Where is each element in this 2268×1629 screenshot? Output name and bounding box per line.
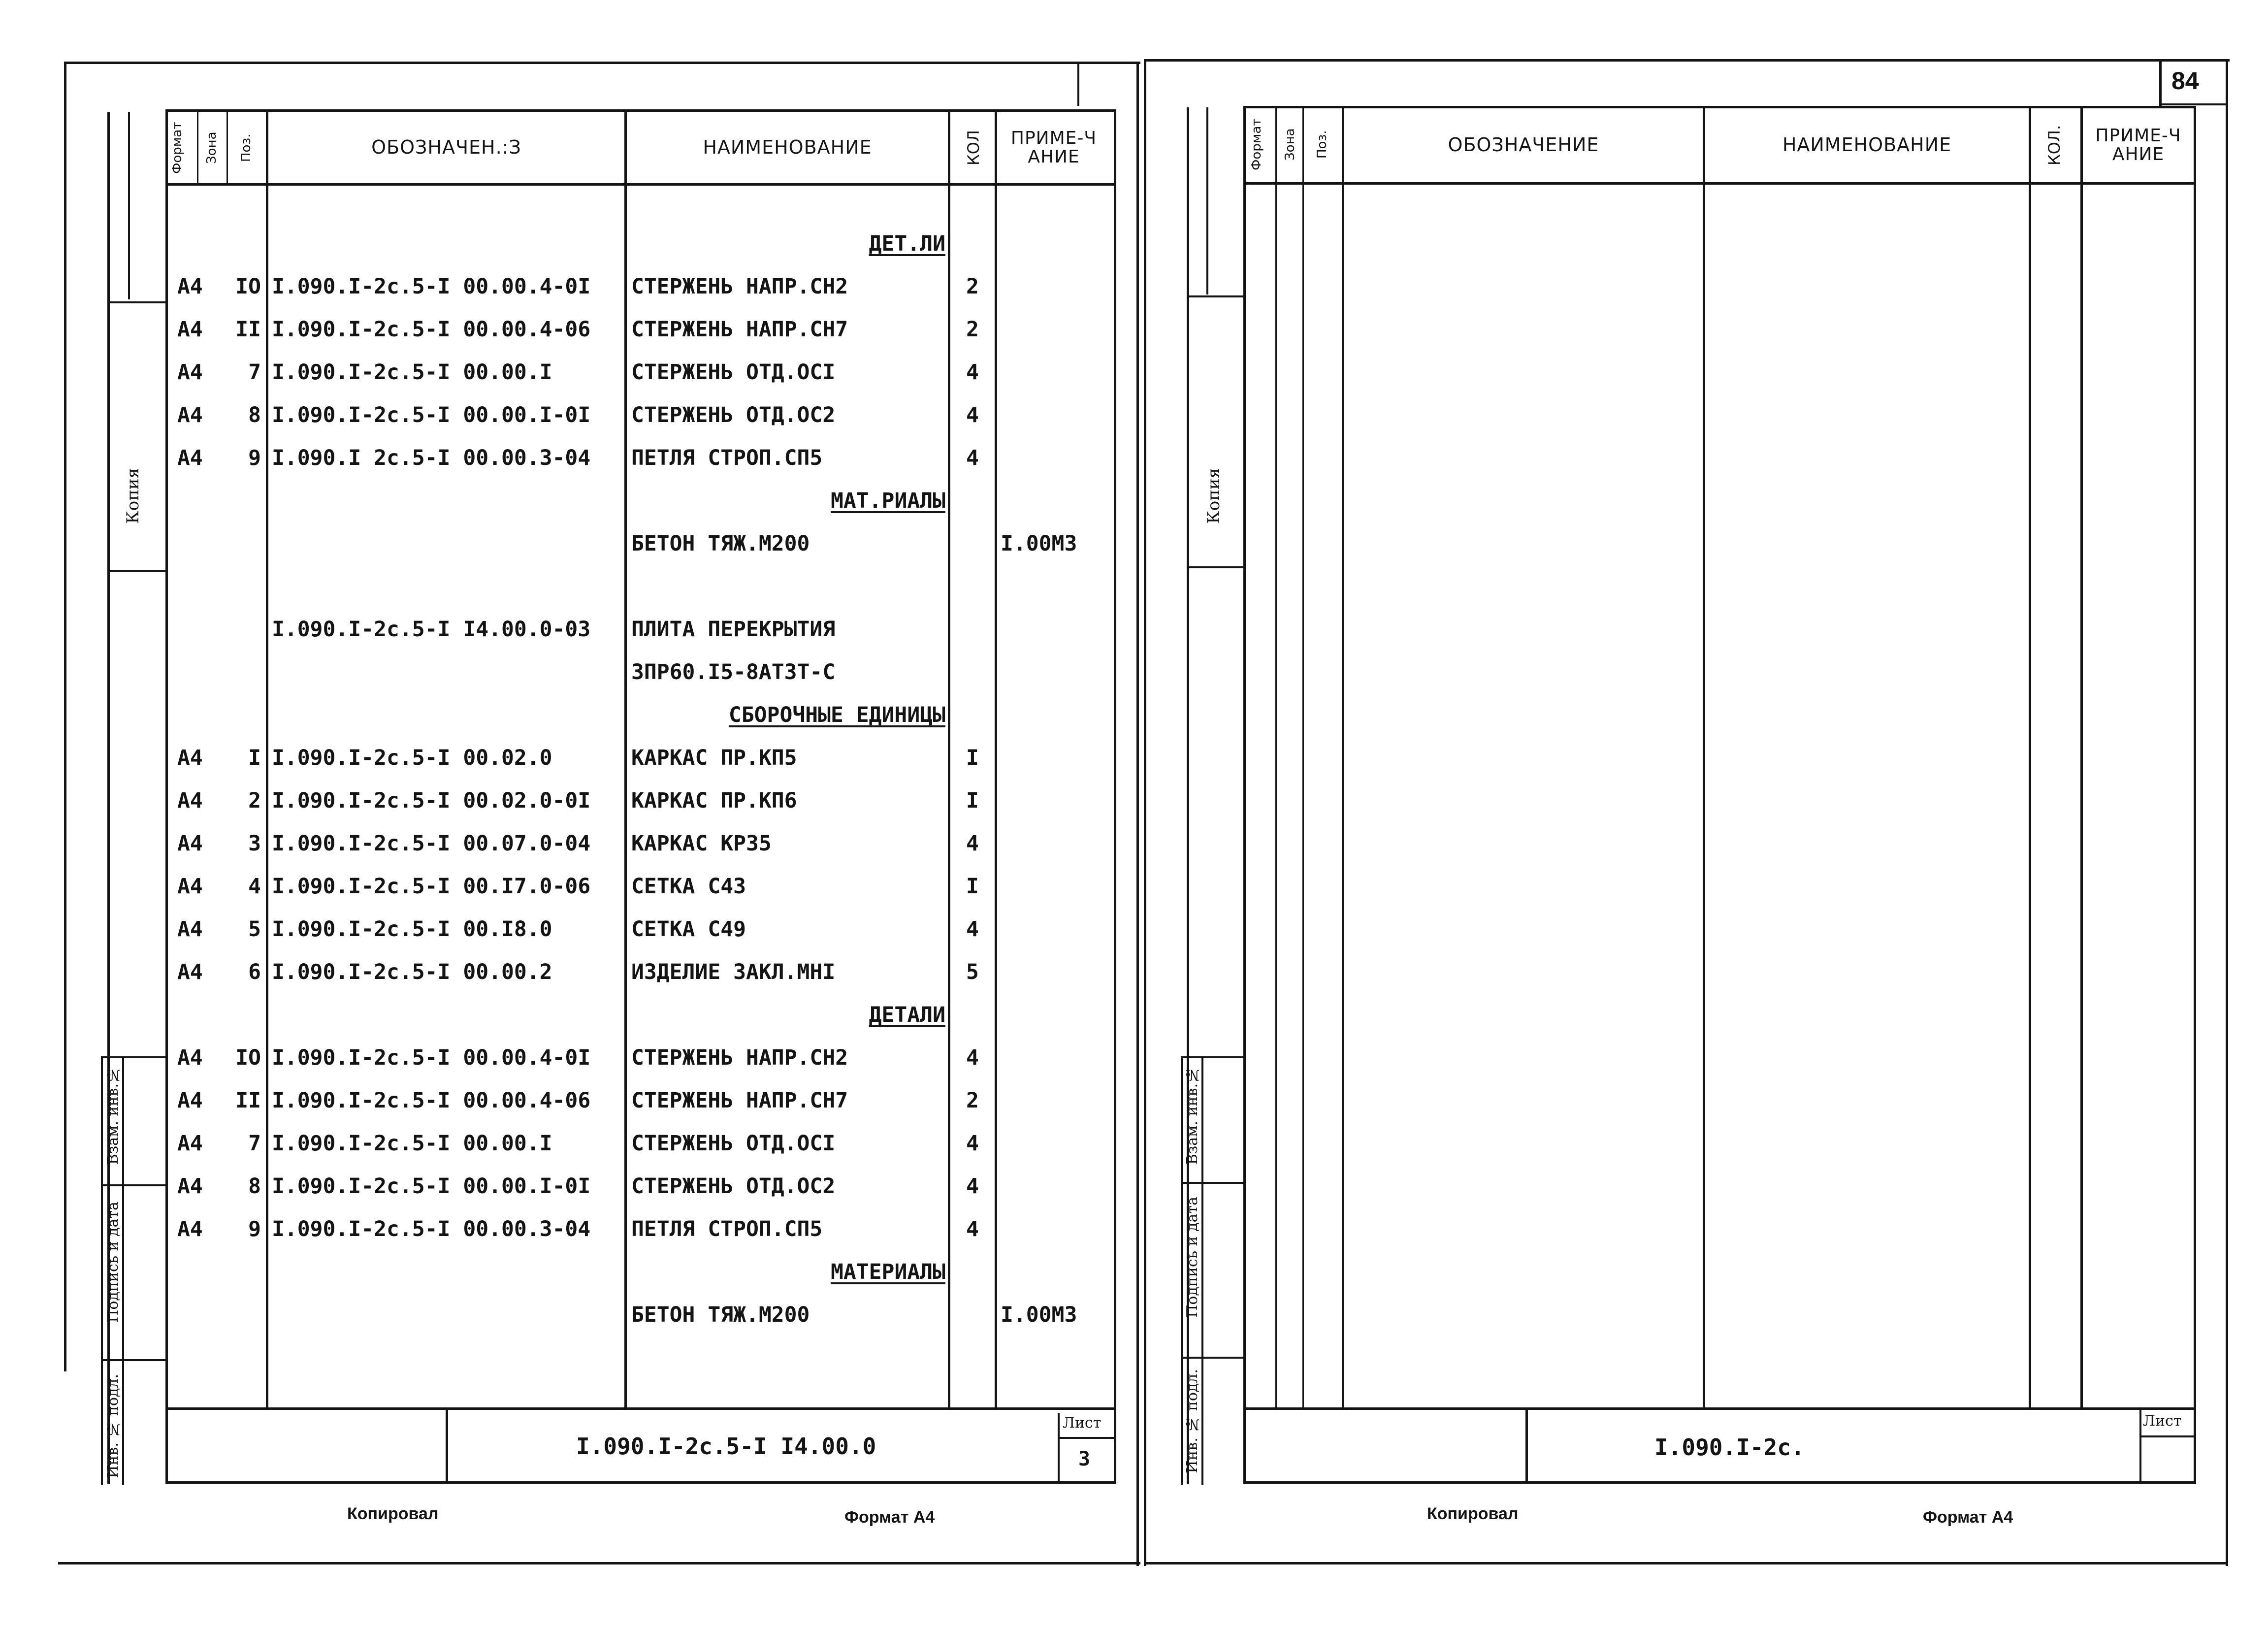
side-label-sign-date: Подпись и дата [104, 1202, 122, 1323]
sheet-number: 3 [1078, 1448, 1091, 1470]
header-qty-right: КОЛ. [2045, 125, 2064, 166]
row-name: СТЕРЖЕНЬ НАПР.СН2 [631, 1045, 848, 1070]
row-name: КАРКАС ПР.КП5 [631, 746, 797, 770]
row-format: А4 [177, 917, 203, 942]
row-quantity: 4 [966, 917, 979, 942]
row-name: ПЛИТА ПЕРЕКРЫТИЯ [631, 617, 836, 642]
row-position: II [235, 1088, 261, 1113]
header-pos-right: Поз. [1315, 130, 1329, 159]
row-quantity: 5 [966, 960, 979, 984]
row-format: А4 [177, 1131, 203, 1156]
row-name: СТЕРЖЕНЬ НАПР.СН7 [631, 1088, 848, 1113]
row-position: IO [235, 1045, 261, 1070]
row-quantity: I [966, 874, 979, 899]
row-name: КАРКАС КР35 [631, 831, 772, 856]
row-section-title: ДЕТАЛИ [869, 1003, 945, 1027]
header-zone-right: Зона [1283, 128, 1297, 161]
row-designation: I.090.I 2с.5-I 00.00.3-04 [272, 446, 591, 470]
row-format: А4 [177, 1045, 203, 1070]
row-position: 2 [248, 788, 261, 813]
row-name: БЕТОН ТЯЖ.М200 [631, 531, 810, 556]
side-label-inv-replace-right: Взам. инв.№ [1184, 1066, 1201, 1165]
side-label-copy: Копия [123, 468, 143, 524]
row-quantity: 4 [966, 1131, 979, 1156]
row-designation: I.090.I-2с.5-I 00.00.4-0I [272, 1045, 591, 1070]
copied-label: Копировал [347, 1504, 439, 1523]
row-designation: I.090.I-2с.5-I I4.00.0-03 [272, 617, 591, 642]
row-designation: I.090.I-2с.5-I 00.00.4-06 [272, 1088, 591, 1113]
row-position: 6 [248, 960, 261, 984]
row-quantity: 4 [966, 360, 979, 385]
row-name: СТЕРЖЕНЬ ОТД.ОС2 [631, 1174, 836, 1199]
row-format: А4 [177, 1174, 203, 1199]
row-designation: I.090.I-2с.5-I 00.00.I-0I [272, 1174, 591, 1199]
header-zone: Зона [204, 131, 219, 164]
row-format: А4 [177, 788, 203, 813]
header-name-right: НАИМЕНОВАНИЕ [1782, 134, 1952, 156]
row-designation: I.090.I-2с.5-I 00.I7.0-06 [272, 874, 591, 899]
row-format: А4 [177, 1217, 203, 1241]
header-format-right: Формат [1249, 118, 1264, 170]
header-designation-right: ОБОЗНАЧЕНИЕ [1448, 134, 1599, 156]
row-name: ПЕТЛЯ СТРОП.СП5 [631, 446, 823, 470]
row-section-title: СБОРОЧНЫЕ ЕДИНИЦЫ [728, 703, 945, 727]
row-format: А4 [177, 317, 203, 342]
row-designation: I.090.I-2с.5-I 00.00.I-0I [272, 403, 591, 427]
row-designation: I.090.I-2с.5-I 00.00.4-0I [272, 274, 591, 299]
row-format: А4 [177, 446, 203, 470]
header-pos: Поз. [239, 133, 254, 162]
header-format: Формат [170, 122, 185, 174]
row-name: СЕТКА С43 [631, 874, 746, 899]
row-format: А4 [177, 874, 203, 899]
row-designation: I.090.I-2с.5-I 00.00.3-04 [272, 1217, 591, 1241]
row-position: 9 [248, 1217, 261, 1241]
side-label-inv-replace: Взам. инв.№ [104, 1066, 122, 1165]
side-label-copy-right: Копия [1204, 468, 1224, 524]
format-label: Формат А4 [844, 1508, 935, 1527]
side-label-inv-orig-right: Инв. № подл. [1184, 1369, 1201, 1473]
side-label-sign-date-right: Подпись и дата [1184, 1197, 1201, 1318]
row-section-title: МАТ.РИАЛЫ [831, 489, 945, 513]
row-position: 3 [248, 831, 261, 856]
row-designation: I.090.I-2с.5-I 00.02.0 [272, 746, 552, 770]
row-designation: I.090.I-2с.5-I 00.I8.0 [272, 917, 552, 942]
row-name: ПЕТЛЯ СТРОП.СП5 [631, 1217, 823, 1241]
row-format: А4 [177, 360, 203, 385]
row-designation: I.090.I-2с.5-I 00.00.2 [272, 960, 552, 984]
row-position: 7 [248, 1131, 261, 1156]
row-position: 7 [248, 360, 261, 385]
row-format: А4 [177, 403, 203, 427]
row-quantity: 4 [966, 1045, 979, 1070]
row-designation: I.090.I-2с.5-I 00.00.4-06 [272, 317, 591, 342]
row-position: 8 [248, 403, 261, 427]
row-designation: I.090.I-2с.5-I 00.02.0-0I [272, 788, 591, 813]
header-qty: КОЛ [964, 130, 983, 165]
row-quantity: 4 [966, 1174, 979, 1199]
row-position: 9 [248, 446, 261, 470]
row-quantity: 2 [966, 317, 979, 342]
row-quantity: 4 [966, 831, 979, 856]
row-designation: I.090.I-2с.5-I 00.00.I [272, 1131, 552, 1156]
row-quantity: I [966, 746, 979, 770]
row-name: БЕТОН ТЯЖ.М200 [631, 1303, 810, 1327]
side-label-inv-orig: Инв. № подл. [104, 1374, 122, 1478]
row-quantity: 4 [966, 1217, 979, 1241]
row-position: 4 [248, 874, 261, 899]
row-name: КАРКАС ПР.КП6 [631, 788, 797, 813]
row-section-title: МАТЕРИАЛЫ [831, 1260, 945, 1284]
row-quantity: 2 [966, 274, 979, 299]
row-designation: I.090.I-2с.5-I 00.07.0-04 [272, 831, 591, 856]
header-note-right: ПРИМЕ-ЧАНИЕ [2095, 126, 2181, 164]
row-position: I [248, 746, 261, 770]
doc-code: I.090.I-2с.5-I I4.00.0 [576, 1433, 876, 1460]
row-note: I.00МЗ [1001, 1303, 1077, 1327]
row-name: СТЕРЖЕНЬ НАПР.СН7 [631, 317, 848, 342]
row-format: А4 [177, 1088, 203, 1113]
row-section-title: ДЕТ.ЛИ [869, 231, 945, 256]
row-quantity: 2 [966, 1088, 979, 1113]
row-quantity: 4 [966, 446, 979, 470]
header-note: ПРИМЕ-ЧАНИЕ [1010, 128, 1097, 167]
row-quantity: I [966, 788, 979, 813]
row-designation: I.090.I-2с.5-I 00.00.I [272, 360, 552, 385]
sheet-label-right: Лист [2143, 1412, 2182, 1430]
page-number: 84 [2171, 67, 2199, 95]
row-name: СТЕРЖЕНЬ ОТД.ОСI [631, 360, 836, 385]
sheet-label: Лист [1063, 1414, 1102, 1432]
row-position: 8 [248, 1174, 261, 1199]
row-name: СТЕРЖЕНЬ НАПР.СН2 [631, 274, 848, 299]
format-label-right: Формат А4 [1923, 1508, 2013, 1527]
row-format: А4 [177, 746, 203, 770]
copied-label-right: Копировал [1427, 1504, 1519, 1523]
row-name: ЗПР60.I5-8АТЗТ-С [631, 660, 836, 684]
row-format: А4 [177, 274, 203, 299]
row-position: II [235, 317, 261, 342]
row-note: I.00МЗ [1001, 531, 1077, 556]
row-name: СТЕРЖЕНЬ ОТД.ОС2 [631, 403, 836, 427]
header-designation: ОБОЗНАЧЕН.:З [371, 136, 521, 158]
row-name: СЕТКА С49 [631, 917, 746, 942]
row-position: 5 [248, 917, 261, 942]
row-format: А4 [177, 960, 203, 984]
row-format: А4 [177, 831, 203, 856]
row-name: СТЕРЖЕНЬ ОТД.ОСI [631, 1131, 836, 1156]
header-name: НАИМЕНОВАНИЕ [703, 136, 872, 158]
row-quantity: 4 [966, 403, 979, 427]
doc-code-right: I.090.I-2с. [1654, 1434, 1805, 1461]
row-name: ИЗДЕЛИЕ ЗАКЛ.МНI [631, 960, 836, 984]
row-position: IO [235, 274, 261, 299]
